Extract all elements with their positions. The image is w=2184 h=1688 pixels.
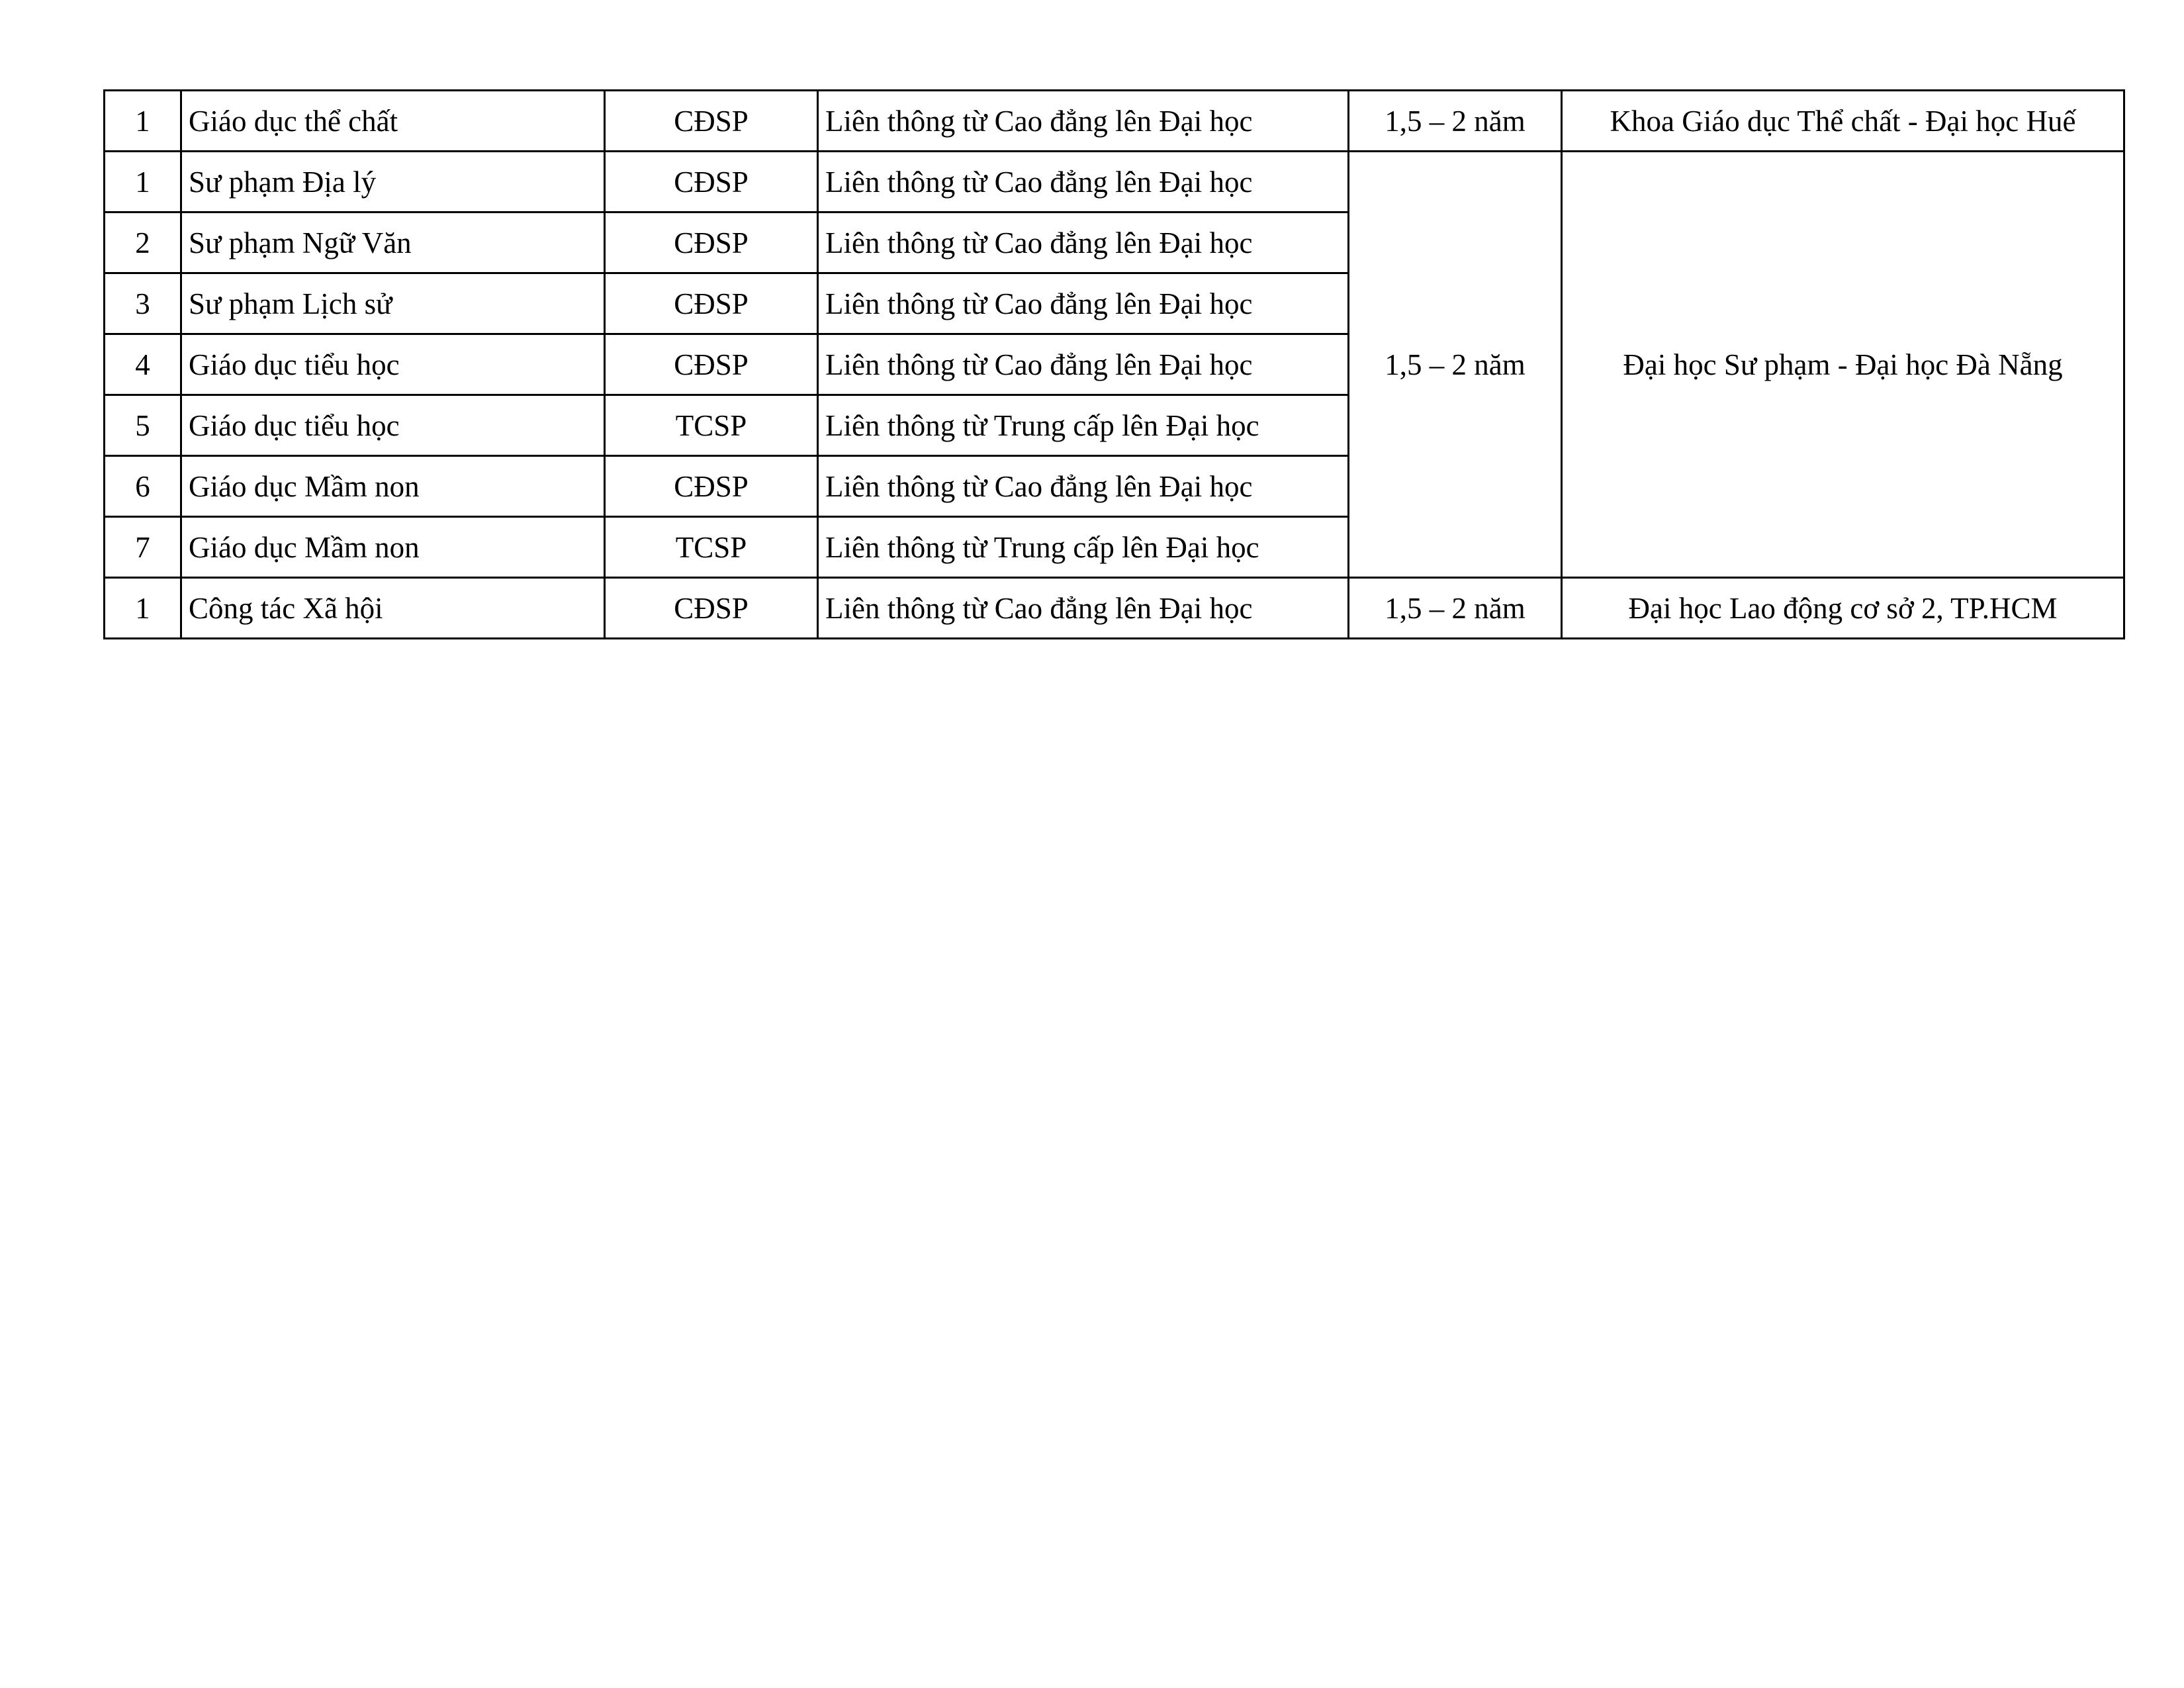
- training-form: Liên thông từ Cao đẳng lên Đại học: [818, 578, 1349, 639]
- major-name: Giáo dục thể chất: [181, 91, 605, 152]
- table-row: [105, 578, 2124, 639]
- training-form: Liên thông từ Cao đẳng lên Đại học: [818, 212, 1349, 273]
- training-form: Liên thông từ Trung cấp lên Đại học: [818, 517, 1349, 578]
- training-form: Liên thông từ Cao đẳng lên Đại học: [818, 152, 1349, 212]
- row-number: 4: [105, 334, 181, 395]
- training-form: Liên thông từ Cao đẳng lên Đại học: [818, 334, 1349, 395]
- row-number: 3: [105, 273, 181, 334]
- training-form: Liên thông từ Cao đẳng lên Đại học: [818, 456, 1349, 517]
- training-level: TCSP: [605, 395, 818, 456]
- major-name: Sư phạm Địa lý: [181, 152, 605, 212]
- major-name: Công tác Xã hội: [181, 578, 605, 639]
- training-level: TCSP: [605, 517, 818, 578]
- major-name: Sư phạm Lịch sử: [181, 273, 605, 334]
- major-name: Giáo dục Mầm non: [181, 517, 605, 578]
- institution: Đại học Sư phạm - Đại học Đà Nẵng: [1562, 152, 2124, 578]
- row-number: 1: [105, 91, 181, 152]
- major-name: Giáo dục tiểu học: [181, 334, 605, 395]
- training-level: CĐSP: [605, 578, 818, 639]
- row-number: 5: [105, 395, 181, 456]
- major-name: Sư phạm Ngữ Văn: [181, 212, 605, 273]
- row-number: 2: [105, 212, 181, 273]
- table-row: [105, 91, 2124, 152]
- training-level: CĐSP: [605, 212, 818, 273]
- training-level: CĐSP: [605, 91, 818, 152]
- institution: Đại học Lao động cơ sở 2, TP.HCM: [1562, 578, 2124, 639]
- training-form: Liên thông từ Cao đẳng lên Đại học: [818, 91, 1349, 152]
- major-name: Giáo dục tiểu học: [181, 395, 605, 456]
- duration: 1,5 – 2 năm: [1349, 152, 1562, 578]
- row-number: 6: [105, 456, 181, 517]
- major-name: Giáo dục Mầm non: [181, 456, 605, 517]
- table-row: [105, 152, 2124, 212]
- programs-table: [103, 89, 2125, 639]
- row-number: 1: [105, 152, 181, 212]
- training-form: Liên thông từ Cao đẳng lên Đại học: [818, 273, 1349, 334]
- institution: Khoa Giáo dục Thể chất - Đại học Huế: [1562, 91, 2124, 152]
- row-number: 7: [105, 517, 181, 578]
- duration: 1,5 – 2 năm: [1349, 578, 1562, 639]
- training-level: CĐSP: [605, 334, 818, 395]
- row-number: 1: [105, 578, 181, 639]
- training-level: CĐSP: [605, 152, 818, 212]
- duration: 1,5 – 2 năm: [1349, 91, 1562, 152]
- training-level: CĐSP: [605, 273, 818, 334]
- training-level: CĐSP: [605, 456, 818, 517]
- training-form: Liên thông từ Trung cấp lên Đại học: [818, 395, 1349, 456]
